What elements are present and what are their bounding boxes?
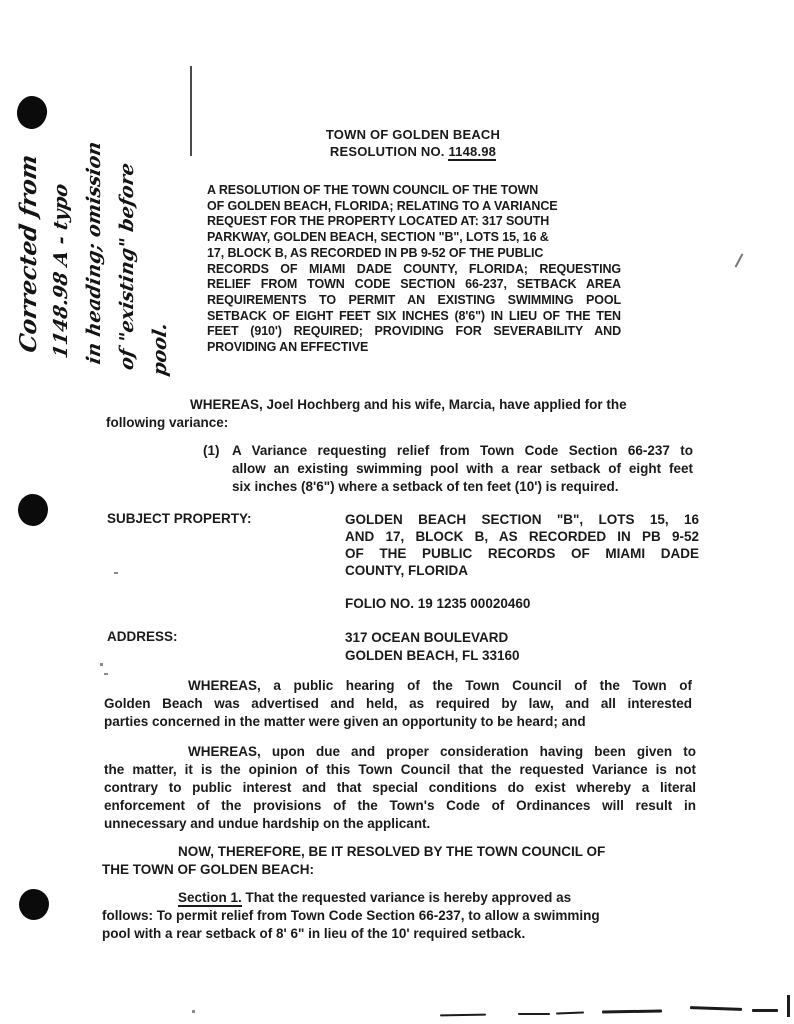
variance-item <box>203 442 693 496</box>
hole-punch-mark <box>18 494 48 526</box>
scan-speck <box>192 1010 195 1013</box>
paragraph-line: the matter, it is the opinion of this Town Council that the requested Variance is not <box>104 762 696 777</box>
paragraph-line: pool with a rear setback of 8' 6" in lieu of the 10' required setback. <box>102 926 526 941</box>
paragraph-line: six inches (8'6") where a setback of ten feet (10') is required. <box>232 479 619 494</box>
paragraph-line: WHEREAS, Joel Hochberg and his wife, Marcia, have applied for the <box>190 397 627 412</box>
paragraph-line: unnecessary and undue hardship on the applicant. <box>104 816 431 831</box>
title-line: RECORDS OF MIAMI DADE COUNTY, FLORIDA; REQUESTING <box>207 261 621 276</box>
document-title-line1: TOWN OF GOLDEN BEACH <box>325 127 501 142</box>
address-line: 317 OCEAN BOULEVARD <box>345 630 509 645</box>
scan-edge-dash <box>518 1013 550 1015</box>
paragraph-line: WHEREAS, upon due and proper consideration having been given to <box>188 744 696 759</box>
scan-line-artifact <box>190 66 192 156</box>
title-line: REQUIREMENTS TO PERMIT AN EXISTING SWIMMING POOL <box>207 292 621 307</box>
section1-heading: Section 1. <box>178 890 242 905</box>
resolution-no-prefix: RESOLUTION NO. <box>329 143 449 159</box>
title-line: OF GOLDEN BEACH, FLORIDA; RELATING TO A VARIANCE <box>207 198 558 213</box>
address-value <box>345 629 520 665</box>
whereas-consideration-paragraph <box>104 743 696 833</box>
paragraph-line: enforcement of the provisions of the Town's Code of Ordinances will result in <box>104 798 696 813</box>
folio-number: FOLIO NO. 19 1235 00020460 <box>345 596 531 611</box>
annotation-line: pool. <box>149 321 171 378</box>
paragraph-line: contrary to public interest and that special conditions do exist whereby a literal <box>104 780 696 795</box>
address-line: GOLDEN BEACH, FL 33160 <box>345 648 520 663</box>
title-line: PROVIDING AN EFFECTIVE <box>207 340 369 355</box>
title-line: A RESOLUTION OF THE TOWN COUNCIL OF THE TOWN <box>207 183 539 197</box>
handwritten-annotation <box>12 52 184 378</box>
title-line: SETBACK OF EIGHT FEET SIX INCHES (8'6") IN LIEU OF THE TEN <box>207 308 621 323</box>
paragraph-line: AND 17, BLOCK B, AS RECORDED IN PB 9-52 <box>345 529 699 544</box>
paragraph-line: OF THE PUBLIC RECORDS OF MIAMI DADE <box>345 546 699 561</box>
annotation-line: of "existing" before <box>116 161 138 372</box>
annotation-line: in heading; omission <box>83 139 105 366</box>
paragraph-line <box>102 889 690 907</box>
scan-speck <box>104 673 108 675</box>
title-line: FEET (910') REQUIRED; PROVIDING FOR SEVERABILITY AND <box>207 324 621 339</box>
resolution-title-paragraph <box>207 183 621 356</box>
scan-speck <box>114 572 118 574</box>
paragraph-line: A Variance requesting relief from Town Code Section 66-237 to <box>232 443 693 458</box>
subject-property-value <box>345 511 699 579</box>
paragraph-line: Golden Beach was advertised and held, as required by law, and all interested <box>104 696 692 711</box>
subject-property-label: SUBJECT PROPERTY: <box>107 511 252 526</box>
scan-edge-dash <box>752 1009 778 1012</box>
resolution-number: 1148.98 <box>448 143 497 159</box>
section1-paragraph <box>102 889 690 943</box>
scan-edge-dash <box>556 1012 584 1015</box>
title-line: 17, BLOCK B, AS RECORDED IN PB 9-52 OF THE PUBLIC <box>207 245 544 260</box>
scan-slash-artifact <box>735 253 744 267</box>
scan-edge-dash <box>440 1014 486 1017</box>
document-title <box>207 127 619 160</box>
scan-edge-dash <box>602 1009 662 1013</box>
paragraph-line: NOW, THEREFORE, BE IT RESOLVED BY THE TOWN COUNCIL OF <box>178 844 606 859</box>
paragraph-line: following variance: <box>106 415 229 430</box>
document-title-line2 <box>207 144 619 161</box>
title-line: RELIEF FROM TOWN CODE SECTION 66-237, SETBACK AREA <box>207 277 621 292</box>
paragraph-line: allow an existing swimming pool with a rear setback of eight feet <box>232 461 693 476</box>
scan-edge-tick <box>787 995 790 1017</box>
section1-first-line-text: That the requested variance is hereby approved as <box>241 890 572 905</box>
paragraph-line: GOLDEN BEACH SECTION "B", LOTS 15, 16 <box>345 512 699 527</box>
paragraph-line: WHEREAS, a public hearing of the Town Council of the Town of <box>188 678 692 693</box>
scan-speck <box>100 663 103 666</box>
whereas-hearing-paragraph <box>104 677 692 731</box>
now-therefore-paragraph <box>102 843 686 879</box>
annotation-line: Corrected from <box>15 152 42 355</box>
paragraph-line: THE TOWN OF GOLDEN BEACH: <box>102 862 314 877</box>
scan-edge-dash <box>690 1006 742 1011</box>
address-label: ADDRESS: <box>107 629 178 644</box>
annotation-line: 1148.98 A - typo <box>50 181 72 361</box>
title-line: REQUEST FOR THE PROPERTY LOCATED AT: 317 SOUTH <box>207 214 550 229</box>
variance-item-marker: (1) <box>203 443 220 458</box>
whereas-applied-paragraph <box>106 396 684 432</box>
hole-punch-mark <box>19 889 49 920</box>
paragraph-line: parties concerned in the matter were given an opportunity to be heard; and <box>104 714 586 729</box>
title-line: PARKWAY, GOLDEN BEACH, SECTION "B", LOTS 15, 16 & <box>207 230 549 245</box>
paragraph-line: COUNTY, FLORIDA <box>345 563 468 578</box>
paragraph-line: follows: To permit relief from Town Code Section 66-237, to allow a swimming <box>102 908 600 923</box>
